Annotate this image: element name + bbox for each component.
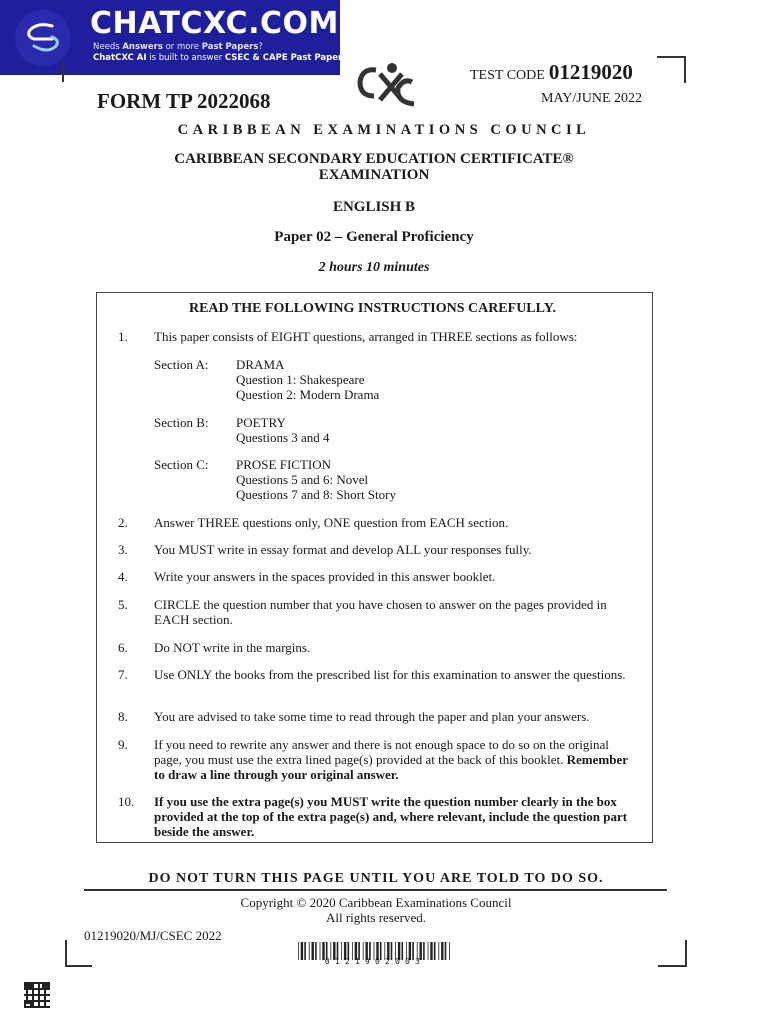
banner-title: CHATCXC.COM — [90, 6, 339, 41]
barcode-digits: 0121902003 — [324, 957, 426, 966]
instructions-title: READ THE FOLLOWING INSTRUCTIONS CAREFULLY. — [188, 301, 557, 316]
instruction-number: 6. — [118, 640, 128, 655]
section-details: PROSE FICTION Questions 5 and 6: Novel Questions 7 and 8: Short Story — [236, 457, 396, 502]
section-details: POETRY Questions 3 and 4 — [236, 415, 330, 445]
section-label: Section A: — [154, 357, 209, 372]
section-details: DRAMA Question 1: Shakespeare Question 2: Modern Drama — [236, 357, 380, 402]
paper-title: Paper 02 – General Proficiency — [274, 229, 474, 245]
certificate-title: CARIBBEAN SECONDARY EDUCATION CERTIFICATE® EXAMINATION — [174, 151, 574, 183]
instruction-number: 9. — [118, 737, 128, 752]
instruction-text: Do NOT write in the margins. — [154, 640, 311, 655]
exam-session: MAY/JUNE 2022 — [541, 91, 642, 106]
cxc-logo-icon — [352, 60, 422, 112]
instruction-number: 5. — [118, 597, 128, 612]
section-label: Section B: — [154, 415, 209, 430]
chatcxc-logo-icon — [8, 8, 78, 68]
corner-mark-top-left — [62, 62, 64, 82]
instruction-number: 7. — [118, 667, 128, 682]
divider — [84, 889, 667, 891]
instruction-text: This paper consists of EIGHT questions, arranged in THREE sections as follows: — [154, 329, 578, 344]
subject-title: ENGLISH B — [332, 199, 416, 215]
instruction-text: You MUST write in essay format and develop ALL your responses fully. — [154, 542, 532, 557]
corner-mark-top-right — [655, 55, 687, 85]
do-not-turn-warning: DO NOT TURN THIS PAGE UNTIL YOU ARE TOLD TO DO SO. — [148, 871, 604, 886]
instruction-text: If you use the extra page(s) you MUST write the question number clearly in the box provided at the top of the extra page(s) and, where relevant, include the question part beside the answer. — [154, 794, 628, 839]
instruction-text: Write your answers in the spaces provided in this answer booklet. — [154, 569, 496, 584]
instruction-number: 4. — [118, 569, 128, 584]
instruction-number: 3. — [118, 542, 128, 557]
test-code: TEST CODE 01219020 — [470, 60, 633, 84]
instruction-number: 8. — [118, 709, 128, 724]
instruction-number: 10. — [118, 794, 135, 809]
banner-tagline-1: Needs Answers or more Past Papers? — [93, 42, 263, 52]
instruction-text: CIRCLE the question number that you have chosen to answer on the pages provided in EACH section. — [154, 597, 607, 627]
instruction-text: You are advised to take some time to read through the paper and plan your answers. — [154, 709, 590, 724]
instruction-number: 1. — [118, 329, 128, 344]
form-number: FORM TP 2022068 — [97, 89, 271, 113]
footer-paper-code: 01219020/MJ/CSEC 2022 — [84, 928, 222, 943]
instruction-number: 2. — [118, 515, 128, 530]
exam-duration: 2 hours 10 minutes — [318, 260, 430, 275]
qr-code-icon — [24, 982, 50, 1008]
corner-mark-bottom-left — [64, 940, 94, 968]
banner-tagline-2: ChatCXC AI is built to answer CSEC & CAPE Past Papers. — [93, 53, 351, 63]
copyright-notice: Copyright © 2020 Caribbean Examinations Council All rights reserved. — [240, 895, 512, 925]
instruction-text: If you need to rewrite any answer and there is not enough space to do so on the original page, you must use the extra lined page(s) provided at the back of this booklet. Remember to draw a line through your original answer. — [154, 737, 628, 782]
council-name: CARIBBEAN EXAMINATIONS COUNCIL — [177, 122, 591, 138]
instruction-text: Answer THREE questions only, ONE question from EACH section. — [154, 515, 509, 530]
instruction-text: Use ONLY the books from the prescribed list for this examination to answer the questions. — [154, 667, 626, 682]
section-label: Section C: — [154, 457, 209, 472]
corner-mark-bottom-right — [658, 940, 688, 968]
